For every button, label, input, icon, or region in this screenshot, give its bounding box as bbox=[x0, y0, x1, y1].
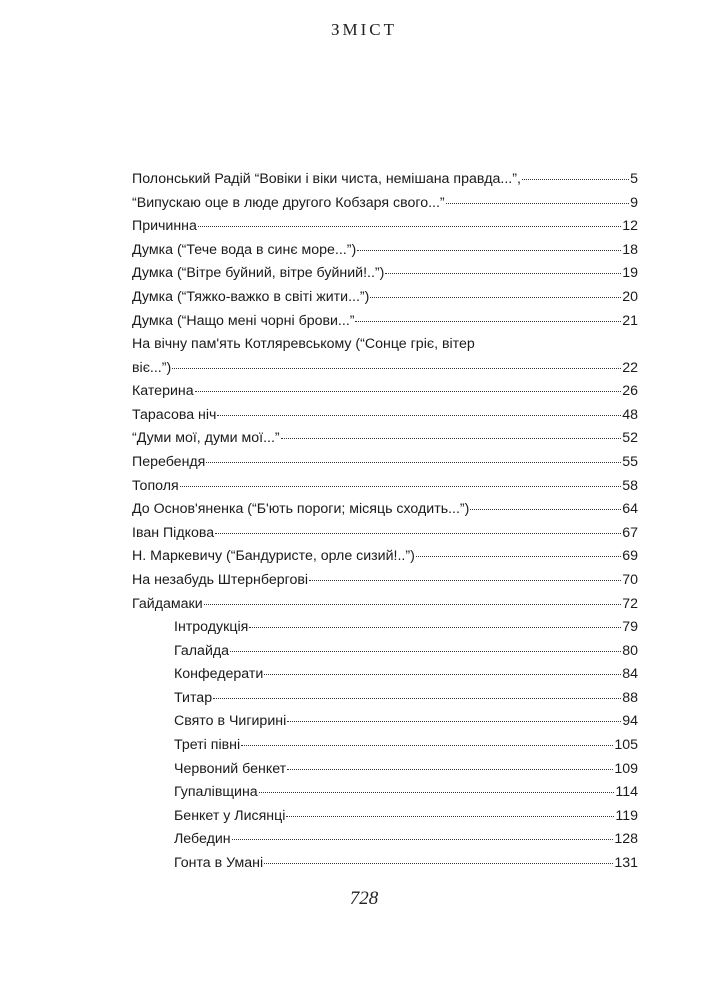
toc-subentry bbox=[132, 712, 638, 736]
toc-dot-leader bbox=[357, 250, 621, 251]
page-header-title: ЗМІСТ bbox=[330, 20, 398, 39]
toc-dot-leader bbox=[180, 486, 622, 487]
toc-dot-leader bbox=[385, 273, 621, 274]
toc-entry bbox=[132, 264, 638, 288]
toc-subentry-page: 79 bbox=[622, 619, 638, 636]
toc-subentry-title: Гонта в Умані bbox=[174, 855, 264, 872]
toc-dot-leader bbox=[309, 580, 621, 581]
toc-entry-page: 52 bbox=[622, 430, 638, 447]
table-of-contents bbox=[132, 170, 638, 878]
toc-dot-leader bbox=[195, 391, 622, 392]
toc-entry-title: Думка (“Нащо мені чорні брови...” bbox=[132, 312, 355, 329]
toc-dot-leader bbox=[281, 438, 622, 439]
toc-entry bbox=[132, 241, 638, 265]
toc-entry-page: 48 bbox=[622, 406, 638, 423]
toc-dot-leader bbox=[204, 604, 622, 605]
toc-entry-title: На вічну пам'ять Котляревському (“Сонце гріє, вітер bbox=[132, 336, 475, 353]
toc-dot-leader bbox=[249, 627, 621, 628]
toc-dot-leader bbox=[217, 415, 621, 416]
toc-entry bbox=[132, 194, 638, 218]
toc-entry bbox=[132, 312, 638, 336]
toc-subentry-title: Інтродукція bbox=[174, 619, 249, 636]
toc-entry-title: Н. Маркевичу (“Бандуристе, орле сизий!..”) bbox=[132, 548, 415, 565]
toc-entry-title: Причинна bbox=[132, 218, 197, 235]
toc-dot-leader bbox=[355, 321, 621, 322]
toc-subentry-title: Червоний бенкет bbox=[174, 760, 287, 777]
toc-subentry-page: 94 bbox=[622, 713, 638, 730]
toc-entry bbox=[132, 524, 638, 548]
toc-subentry bbox=[132, 689, 638, 713]
toc-subentry-title: Титар bbox=[174, 689, 213, 706]
toc-subentry bbox=[132, 830, 638, 854]
toc-dot-leader bbox=[198, 226, 621, 227]
toc-entry bbox=[132, 547, 638, 571]
toc-subentry-title: Конфедерати bbox=[174, 666, 264, 683]
toc-subentry bbox=[132, 618, 638, 642]
toc-subentry bbox=[132, 665, 638, 689]
toc-entry-page: 72 bbox=[622, 595, 638, 612]
toc-subentry-page: 80 bbox=[622, 642, 638, 659]
toc-subentry-title: Галайда bbox=[174, 642, 230, 659]
toc-entry bbox=[132, 429, 638, 453]
toc-dot-leader bbox=[241, 745, 613, 746]
toc-subentry-page: 119 bbox=[615, 807, 638, 824]
toc-entry-page: 19 bbox=[622, 265, 638, 282]
toc-entry-page: 22 bbox=[622, 359, 638, 376]
toc-entry-title: Полонський Радій “Вовіки і віки чиста, немішана правда...”, bbox=[132, 171, 521, 187]
toc-entry-page: 5 bbox=[630, 171, 638, 187]
toc-entry-page: 55 bbox=[622, 453, 638, 470]
toc-entry-title: Думка (“Тяжко-важко в світі жити...”) bbox=[132, 288, 370, 305]
toc-dot-leader bbox=[259, 792, 615, 793]
toc-entry bbox=[132, 382, 638, 406]
toc-entry bbox=[132, 406, 638, 430]
toc-entry-page: 70 bbox=[622, 571, 638, 588]
page-number: 728 bbox=[349, 888, 379, 909]
toc-entry-page: 69 bbox=[622, 548, 638, 565]
toc-dot-leader bbox=[230, 651, 621, 652]
toc-dot-leader bbox=[172, 368, 621, 369]
toc-dot-leader bbox=[287, 721, 621, 722]
toc-dot-leader bbox=[215, 533, 621, 534]
toc-subentry-title: Лебедин bbox=[174, 831, 231, 848]
toc-dot-leader bbox=[446, 203, 629, 204]
toc-entry bbox=[132, 217, 638, 241]
toc-entry-title: Думка (“Вітре буйний, вітре буйний!..”) bbox=[132, 265, 385, 282]
toc-entry bbox=[132, 477, 638, 501]
toc-dot-leader bbox=[213, 698, 621, 699]
toc-dot-leader bbox=[264, 674, 621, 675]
toc-entry-title: Перебендя bbox=[132, 453, 206, 470]
toc-dot-leader bbox=[264, 863, 613, 864]
toc-entry-page: 12 bbox=[622, 218, 638, 235]
toc-entry-title: Тополя bbox=[132, 477, 179, 494]
toc-entry-title: “Випускаю оце в люде другого Кобзаря свого...” bbox=[132, 194, 445, 211]
toc-entry bbox=[132, 571, 638, 595]
toc-entry-title: Тарасова ніч bbox=[132, 406, 217, 423]
toc-dot-leader bbox=[206, 462, 621, 463]
toc-entry-title: На незабудь Штернбергові bbox=[132, 571, 309, 588]
toc-entry-page: 58 bbox=[622, 477, 638, 494]
toc-entry-page: 18 bbox=[622, 241, 638, 258]
toc-entry bbox=[132, 595, 638, 619]
toc-dot-leader bbox=[286, 816, 614, 817]
toc-subentry-page: 88 bbox=[622, 689, 638, 706]
toc-entry bbox=[132, 288, 638, 312]
toc-dot-leader bbox=[232, 839, 614, 840]
toc-entry-title-continued: віє...”) bbox=[132, 359, 172, 376]
toc-subentry-title: Треті півні bbox=[174, 737, 241, 754]
toc-subentry-title: Бенкет у Лисянці bbox=[174, 807, 286, 824]
toc-subentry-page: 131 bbox=[614, 855, 638, 872]
toc-dot-leader bbox=[522, 179, 629, 180]
toc-subentry-page: 109 bbox=[614, 760, 638, 777]
toc-dot-leader bbox=[370, 297, 621, 298]
toc-subentry-title: Свято в Чигирині bbox=[174, 713, 287, 730]
toc-entry-page: 26 bbox=[622, 383, 638, 400]
toc-entry bbox=[132, 500, 638, 524]
toc-entry-page: 9 bbox=[630, 194, 638, 211]
toc-subentry bbox=[132, 736, 638, 760]
toc-subentry bbox=[132, 807, 638, 831]
toc-dot-leader bbox=[416, 556, 621, 557]
toc-entry-title: До Основ'яненка (“Б'ють пороги; місяць сходить...”) bbox=[132, 501, 470, 518]
toc-entry-title: “Думи мої, думи мої...” bbox=[132, 430, 280, 447]
toc-entry-page: 20 bbox=[622, 288, 638, 305]
toc-entry-title: Катерина bbox=[132, 383, 194, 400]
toc-entry-page: 67 bbox=[622, 524, 638, 541]
toc-entry-title: Гайдамаки bbox=[132, 595, 203, 612]
toc-subentry-page: 114 bbox=[615, 784, 638, 801]
toc-entry bbox=[132, 335, 638, 382]
toc-subentry-page: 128 bbox=[614, 831, 638, 848]
toc-subentry-title: Гупалівщина bbox=[174, 784, 258, 801]
toc-subentry bbox=[132, 783, 638, 807]
toc-subentry-page: 84 bbox=[622, 666, 638, 683]
toc-entry-title: Думка (“Тече вода в синє море...”) bbox=[132, 241, 357, 258]
toc-entry-page: 64 bbox=[622, 501, 638, 518]
toc-entry bbox=[132, 453, 638, 477]
toc-subentry bbox=[132, 760, 638, 784]
toc-dot-leader bbox=[470, 509, 621, 510]
toc-entry-title: Іван Підкова bbox=[132, 524, 215, 541]
toc-entry bbox=[132, 170, 638, 194]
toc-subentry-page: 105 bbox=[614, 737, 638, 754]
toc-dot-leader bbox=[287, 769, 613, 770]
toc-subentry bbox=[132, 642, 638, 666]
toc-entry-page: 21 bbox=[622, 312, 638, 329]
toc-subentry bbox=[132, 854, 638, 878]
